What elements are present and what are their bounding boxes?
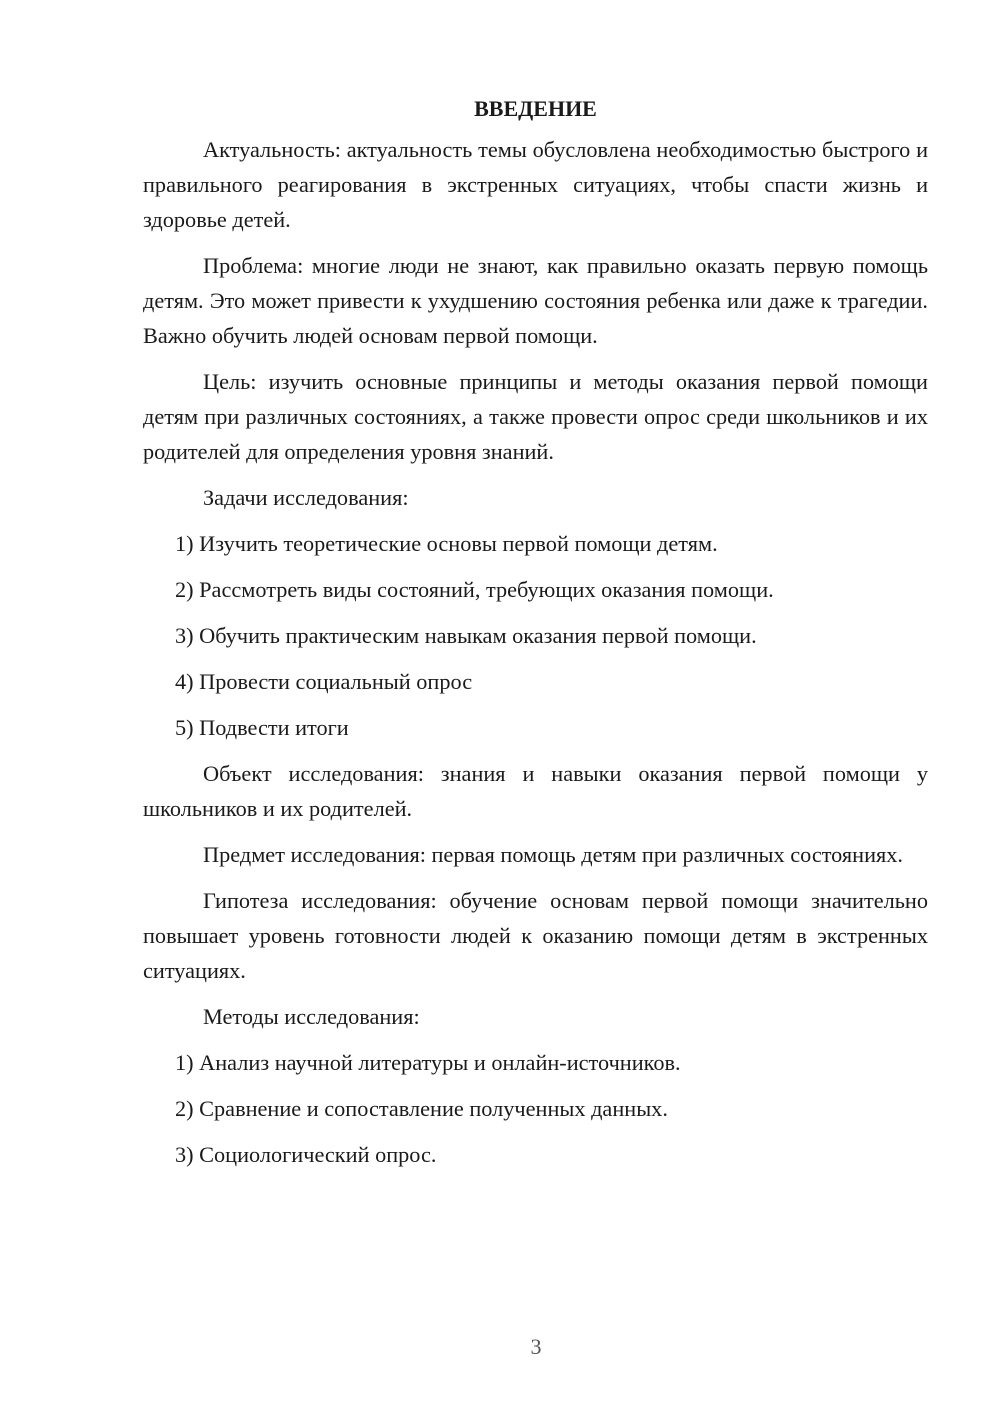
list-item: 2) Рассмотреть виды состояний, требующих оказания помощи. — [175, 577, 774, 602]
list-item: 1) Анализ научной литературы и онлайн-источников. — [175, 1050, 681, 1075]
goal-paragraph: Цель: изучить основные принципы и методы оказания первой помощи детям при различных состояниях, а также провести опрос среди школьников и их родителей для определения уровня знаний. — [143, 369, 928, 464]
list-item: 3) Обучить практическим навыкам оказания первой помощи. — [175, 623, 757, 648]
problem-paragraph: Проблема: многие люди не знают, как правильно оказать первую помощь детям. Это может привести к ухудшению состояния ребенка или даже к трагедии. Важно обучить людей основам первой помощи. — [143, 253, 928, 348]
object-paragraph: Объект исследования: знания и навыки оказания первой помощи у школьников и их родителей. — [143, 761, 928, 821]
subject-paragraph: Предмет исследования: первая помощь детям при различных состояниях. — [203, 842, 903, 867]
relevance-paragraph: Актуальность: актуальность темы обусловлена необходимостью быстрого и правильного реагирования в экстренных ситуациях, чтобы спасти жизнь и здоровье детей. — [143, 137, 928, 232]
list-item: 2) Сравнение и сопоставление полученных данных. — [175, 1096, 668, 1121]
methods-heading: Методы исследования: — [203, 1004, 420, 1029]
document-page — [143, 92, 928, 1183]
hypothesis-paragraph: Гипотеза исследования: обучение основам первой помощи значительно повышает уровень готовности людей к оказанию помощи детям в экстренных ситуациях. — [143, 888, 928, 983]
tasks-list — [143, 526, 928, 745]
methods-list — [143, 1045, 928, 1172]
tasks-heading: Задачи исследования: — [203, 485, 409, 510]
list-item: 1) Изучить теоретические основы первой помощи детям. — [175, 531, 718, 556]
section-title: ВВЕДЕНИЕ — [474, 96, 597, 121]
list-item: 4) Провести социальный опрос — [175, 669, 473, 694]
list-item: 3) Социологический опрос. — [175, 1142, 437, 1167]
list-item: 5) Подвести итоги — [175, 715, 349, 740]
page-number: 3 — [530, 1334, 542, 1359]
